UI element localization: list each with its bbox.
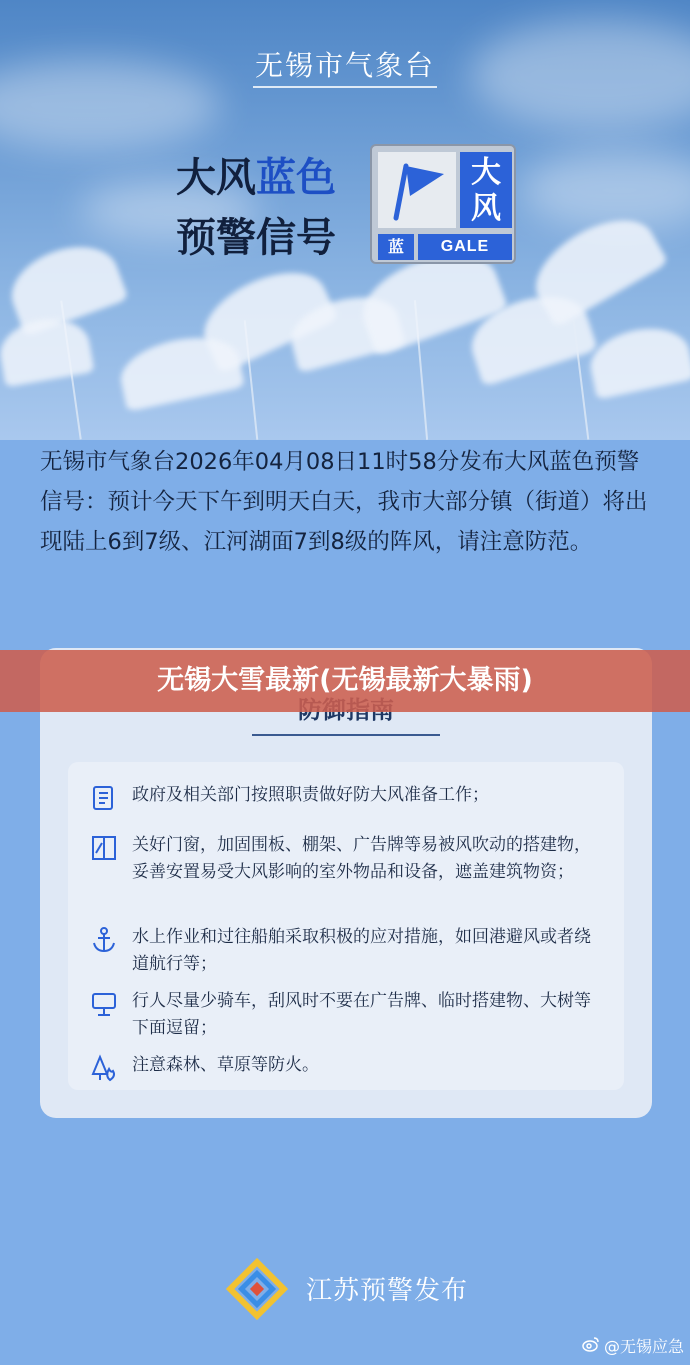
weibo-icon bbox=[582, 1336, 600, 1356]
headline-banner: 无锡大雪最新(无锡最新大暴雨) bbox=[0, 650, 690, 712]
signal-title-blue: 蓝色 bbox=[256, 155, 336, 201]
guide-heading-rule bbox=[252, 734, 440, 736]
jiangsu-warning-logo bbox=[224, 1256, 290, 1322]
badge-gale-label: GALE bbox=[418, 234, 512, 260]
billboard-icon bbox=[90, 990, 118, 1018]
guide-tip-text: 注意森林、草原等防火。 bbox=[132, 1055, 319, 1075]
guide-tip-text: 政府及相关部门按照职责做好防大风准备工作； bbox=[132, 785, 489, 805]
guide-tip-text: 行人尽量少骑车，刮风时不要在广告牌、临时搭建物、大树等下面逗留； bbox=[132, 991, 591, 1038]
weibo-handle[interactable]: @无锡应急 bbox=[603, 1337, 684, 1356]
station-title: 无锡市气象台 bbox=[254, 49, 435, 82]
document-list-icon bbox=[90, 784, 118, 812]
defense-guide-card bbox=[40, 648, 652, 1118]
badge-blue-text: 蓝 bbox=[378, 234, 414, 260]
flag-icon bbox=[378, 152, 456, 228]
warning-bulletin: 无锡市气象台2026年04月08日11时58分发布大风蓝色预警信号：预计今天下午到明天白天，我市大部分镇（街道）将出现陆上6到7级、江河湖面7到8级的阵风，请注意防范。 bbox=[40, 449, 648, 555]
window-icon bbox=[90, 834, 118, 862]
signal-title bbox=[176, 148, 336, 268]
gale-warning-badge bbox=[370, 144, 516, 264]
guide-tips-panel bbox=[68, 762, 624, 1090]
badge-gale-text: 大风 bbox=[460, 152, 512, 228]
guide-tip-text: 水上作业和过往船舶采取积极的应对措施，如回港避风或者绕道航行等； bbox=[132, 927, 591, 974]
publisher-name: 江苏预警发布 bbox=[306, 1276, 469, 1306]
signal-title-gale: 大风 bbox=[176, 155, 256, 201]
signal-title-line2: 预警信号 bbox=[176, 215, 336, 261]
title-underline bbox=[253, 86, 437, 88]
hero-banner bbox=[0, 0, 690, 440]
anchor-icon bbox=[90, 926, 118, 954]
weibo-account[interactable] bbox=[582, 1334, 684, 1357]
forest-fire-icon bbox=[90, 1054, 118, 1082]
guide-tip-text: 关好门窗，加固围板、棚架、广告牌等易被风吹动的搭建物，妥善安置易受大风影响的室外物品和设备，遮盖建筑物资； bbox=[132, 835, 591, 882]
